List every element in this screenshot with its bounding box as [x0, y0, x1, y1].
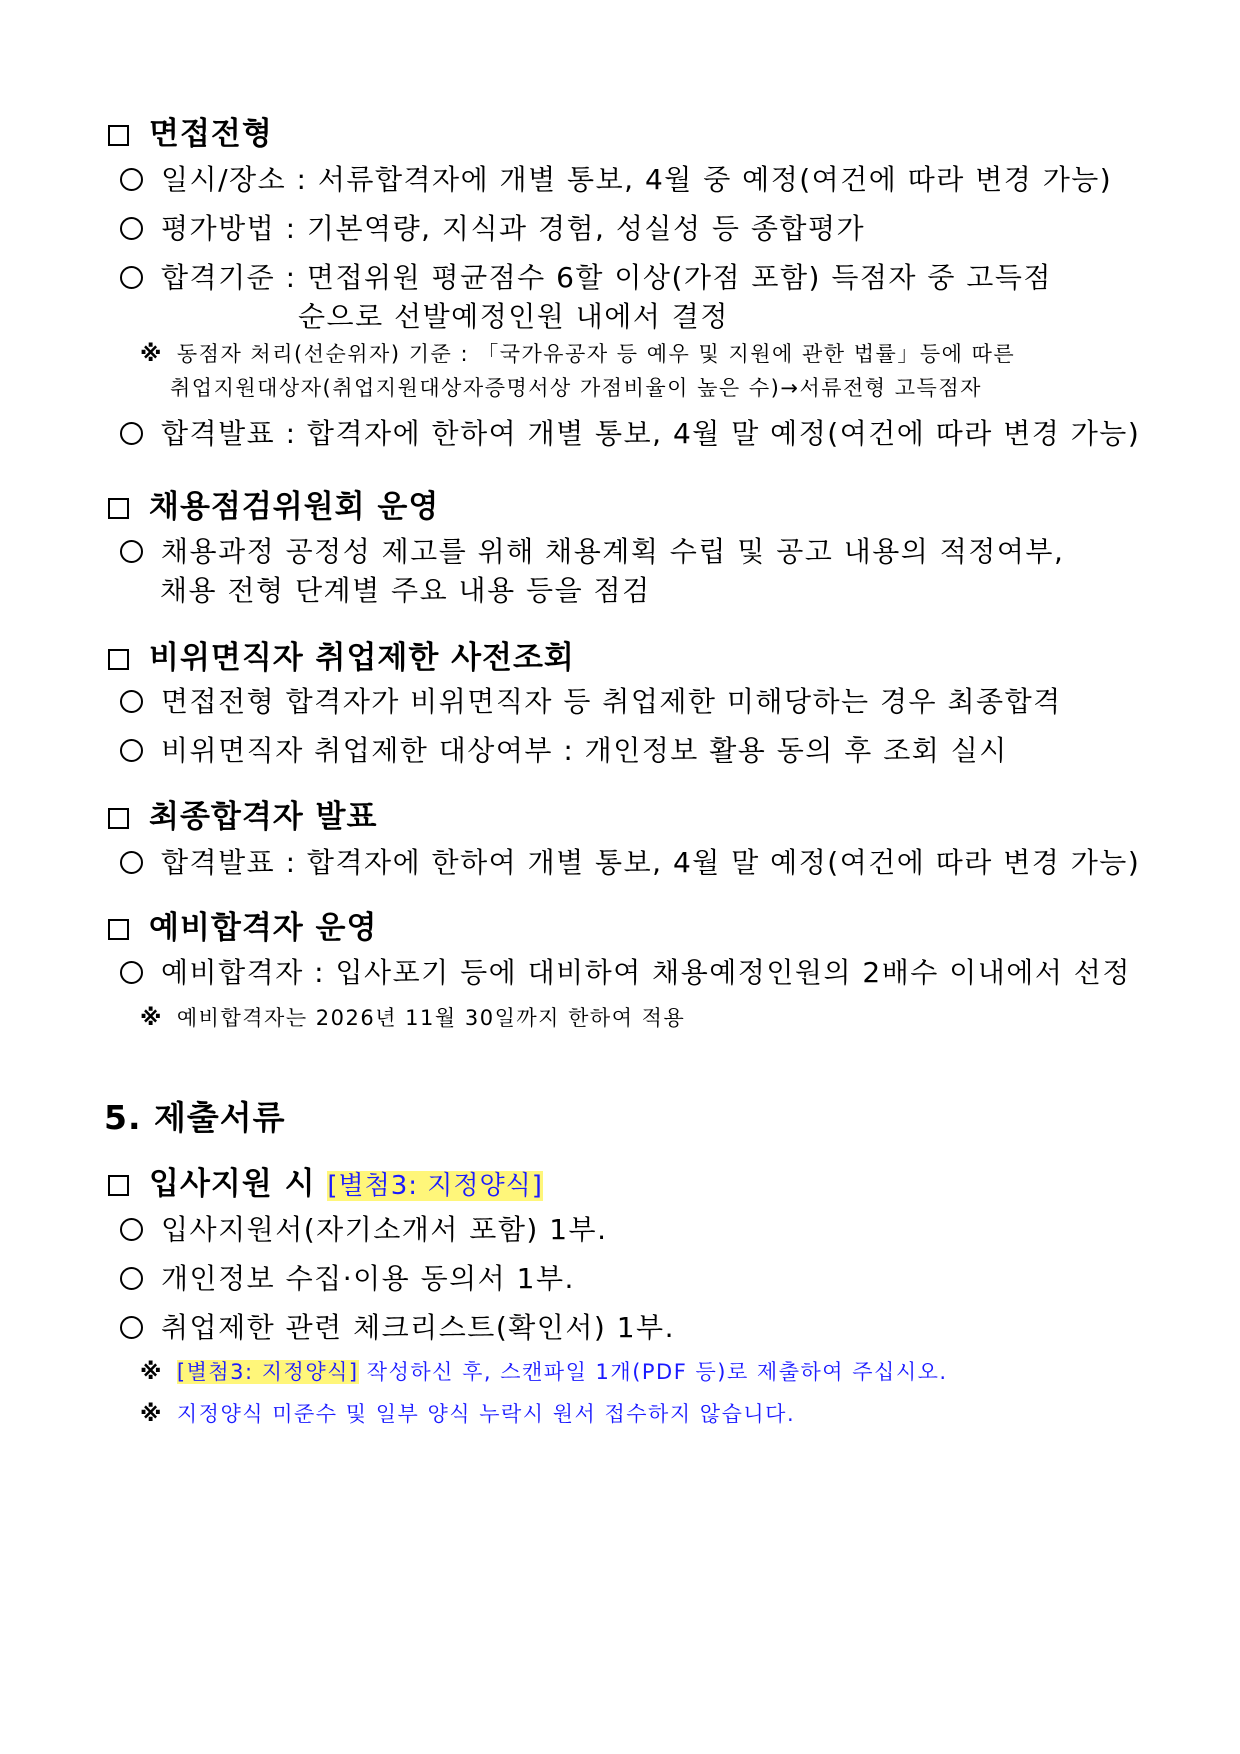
attachment-tag: [별첨3: 지정양식]: [327, 1171, 543, 1201]
square-bullet-icon: [108, 649, 129, 670]
square-bullet-icon: [108, 808, 129, 829]
circle-bullet-icon: [120, 217, 143, 240]
section-title-documents: 5. 제출서류: [104, 1098, 286, 1137]
note-mark: ※: [140, 1006, 163, 1031]
circle-bullet-icon: [120, 1316, 143, 1339]
section-heading-final: 최종합격자 발표: [108, 791, 377, 836]
square-bullet-icon: [108, 498, 129, 519]
circle-bullet-icon: [120, 168, 143, 191]
misconduct-item-2: 비위면직자 취업제한 대상여부 : 개인정보 활용 동의 후 조회 실시: [120, 729, 1008, 769]
square-bullet-icon: [108, 125, 129, 146]
misconduct-item-1: 면접전형 합격자가 비위면직자 등 취업제한 미해당하는 경우 최종합격: [120, 680, 1062, 720]
interview-criteria-cont: 순으로 선발예정인원 내에서 결정: [298, 300, 729, 333]
section-heading-reserve: 예비합격자 운영: [108, 902, 377, 947]
circle-bullet-icon: [120, 851, 143, 874]
circle-bullet-icon: [120, 739, 143, 762]
note-mark: ※: [140, 1402, 163, 1427]
circle-bullet-icon: [120, 690, 143, 713]
circle-bullet-icon: [120, 540, 143, 563]
interview-announcement: 합격발표 : 합격자에 한하여 개별 통보, 4월 말 예정(여건에 따라 변경 가능): [120, 412, 1140, 452]
reserve-item: 예비합격자 : 입사포기 등에 대비하여 채용예정인원의 2배수 이내에서 선정: [120, 951, 1131, 991]
interview-method: 평가방법 : 기본역량, 지식과 경험, 성실성 등 종합평가: [120, 207, 865, 247]
form-warning-note: ※ 지정양식 미준수 및 일부 양식 누락시 원서 접수하지 않습니다.: [140, 1402, 796, 1427]
square-bullet-icon: [108, 1175, 129, 1196]
document-item-1: 입사지원서(자기소개서 포함) 1부.: [120, 1208, 608, 1248]
note-mark: ※: [140, 342, 163, 367]
circle-bullet-icon: [120, 1218, 143, 1241]
interview-schedule: 일시/장소 : 서류합격자에 개별 통보, 4월 중 예정(여건에 따라 변경 가능): [120, 158, 1112, 198]
final-item: 합격발표 : 합격자에 한하여 개별 통보, 4월 말 예정(여건에 따라 변경 가능): [120, 841, 1140, 881]
section-heading-application: 입사지원 시 [별첨3: 지정양식]: [108, 1158, 543, 1203]
circle-bullet-icon: [120, 422, 143, 445]
tie-break-note-cont: 취업지원대상자(취업지원대상자증명서상 가점비율이 높은 수)→서류전형 고득점자: [170, 376, 982, 400]
circle-bullet-icon: [120, 961, 143, 984]
submission-note: ※ [별첨3: 지정양식] 작성하신 후, 스캔파일 1개(PDF 등)로 제출하여 주십시오.: [140, 1360, 948, 1385]
section-heading-committee: 채용점검위원회 운영: [108, 481, 439, 526]
attachment-tag-note: [별첨3: 지정양식]: [176, 1360, 359, 1384]
square-bullet-icon: [108, 919, 129, 940]
reserve-note: ※ 예비합격자는 2026년 11월 30일까지 한하여 적용: [140, 1006, 686, 1031]
note-mark: ※: [140, 1360, 163, 1385]
interview-criteria: 합격기준 : 면접위원 평균점수 6할 이상(가점 포함) 득점자 중 고득점: [120, 256, 1052, 296]
section-heading-misconduct: 비위면직자 취업제한 사전조회: [108, 632, 575, 677]
section-heading-interview: 면접전형: [108, 108, 273, 153]
document-item-3: 취업제한 관련 체크리스트(확인서) 1부.: [120, 1306, 675, 1346]
circle-bullet-icon: [120, 266, 143, 289]
circle-bullet-icon: [120, 1267, 143, 1290]
document-item-2: 개인정보 수집·이용 동의서 1부.: [120, 1257, 575, 1297]
tie-break-note: ※ 동점자 처리(선순위자) 기준 : 「국가유공자 등 예우 및 지원에 관한 법률」등에 따른: [140, 342, 1016, 367]
committee-item-cont: 채용 전형 단계별 주요 내용 등을 점검: [160, 574, 651, 607]
committee-item: 채용과정 공정성 제고를 위해 채용계획 수립 및 공고 내용의 적정여부,: [120, 530, 1064, 570]
